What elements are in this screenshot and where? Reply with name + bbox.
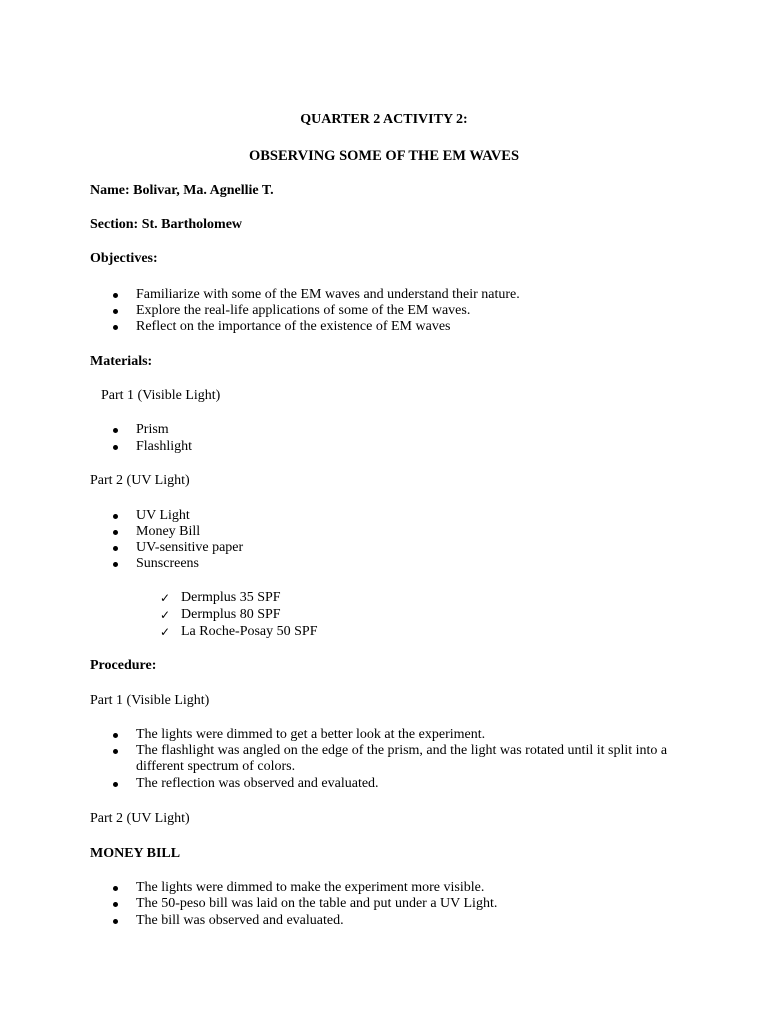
money-bill-heading: MONEY BILL bbox=[90, 846, 181, 861]
list-item-text: Reflect on the importance of the existence of EM waves bbox=[136, 319, 451, 334]
bullet-dot-icon bbox=[113, 439, 121, 455]
bullet-dot-icon bbox=[113, 880, 121, 896]
checkmark-icon: ✓ bbox=[160, 625, 171, 639]
list-item-text: UV Light bbox=[136, 508, 190, 523]
list-item-text: The reflection was observed and evaluated. bbox=[136, 776, 379, 791]
materials-part1-label: Part 1 (Visible Light) bbox=[101, 388, 221, 403]
procedure-part2-label: Part 2 (UV Light) bbox=[90, 811, 190, 826]
bullet-dot-icon bbox=[113, 776, 121, 792]
list-item-text: Flashlight bbox=[136, 439, 193, 454]
bullet-dot-icon bbox=[113, 743, 121, 759]
document-title: QUARTER 2 ACTIVITY 2: bbox=[300, 112, 468, 127]
student-section: Section: St. Bartholomew bbox=[90, 217, 243, 232]
bullet-dot-icon bbox=[113, 913, 121, 929]
bullet-dot-icon bbox=[113, 287, 121, 303]
objectives-heading: Objectives: bbox=[90, 251, 158, 266]
bullet-dot-icon bbox=[113, 303, 121, 319]
checkmark-icon: ✓ bbox=[160, 591, 171, 605]
bullet-dot-icon bbox=[113, 540, 121, 556]
bullet-dot-icon bbox=[113, 556, 121, 572]
materials-part2-label: Part 2 (UV Light) bbox=[90, 473, 190, 488]
list-item-text: The 50-peso bill was laid on the table and put under a UV Light. bbox=[136, 896, 498, 911]
procedure-part1-label: Part 1 (Visible Light) bbox=[90, 693, 210, 708]
materials-heading: Materials: bbox=[90, 354, 153, 369]
list-item-text: Money Bill bbox=[136, 524, 201, 539]
checkmark-icon: ✓ bbox=[160, 608, 171, 622]
list-item-text: Explore the real-life applications of some of the EM waves. bbox=[136, 303, 471, 318]
bullet-dot-icon bbox=[113, 727, 121, 743]
list-item-text: The lights were dimmed to make the experiment more visible. bbox=[136, 880, 485, 895]
student-name: Name: Bolivar, Ma. Agnellie T. bbox=[90, 183, 274, 198]
procedure-heading: Procedure: bbox=[90, 658, 157, 673]
list-item-text: The bill was observed and evaluated. bbox=[136, 913, 344, 928]
bullet-dot-icon bbox=[113, 896, 121, 912]
list-item-text: The flashlight was angled on the edge of the prism, and the light was rotated until it split into a different spectrum of colors. bbox=[136, 743, 668, 774]
list-item-text: La Roche-Posay 50 SPF bbox=[181, 624, 318, 639]
bullet-dot-icon bbox=[113, 524, 121, 540]
document-subtitle: OBSERVING SOME OF THE EM WAVES bbox=[248, 148, 520, 164]
list-item-text: Dermplus 35 SPF bbox=[181, 590, 281, 605]
bullet-dot-icon bbox=[113, 422, 121, 438]
list-item-text: Prism bbox=[136, 422, 169, 437]
list-item-text: Sunscreens bbox=[136, 556, 199, 571]
bullet-dot-icon bbox=[113, 508, 121, 524]
list-item-text: Familiarize with some of the EM waves and understand their nature. bbox=[136, 287, 520, 302]
list-item-text: The lights were dimmed to get a better look at the experiment. bbox=[136, 727, 486, 742]
list-item-text: UV-sensitive paper bbox=[136, 540, 244, 555]
list-item-text: Dermplus 80 SPF bbox=[181, 607, 281, 622]
bullet-dot-icon bbox=[113, 319, 121, 335]
